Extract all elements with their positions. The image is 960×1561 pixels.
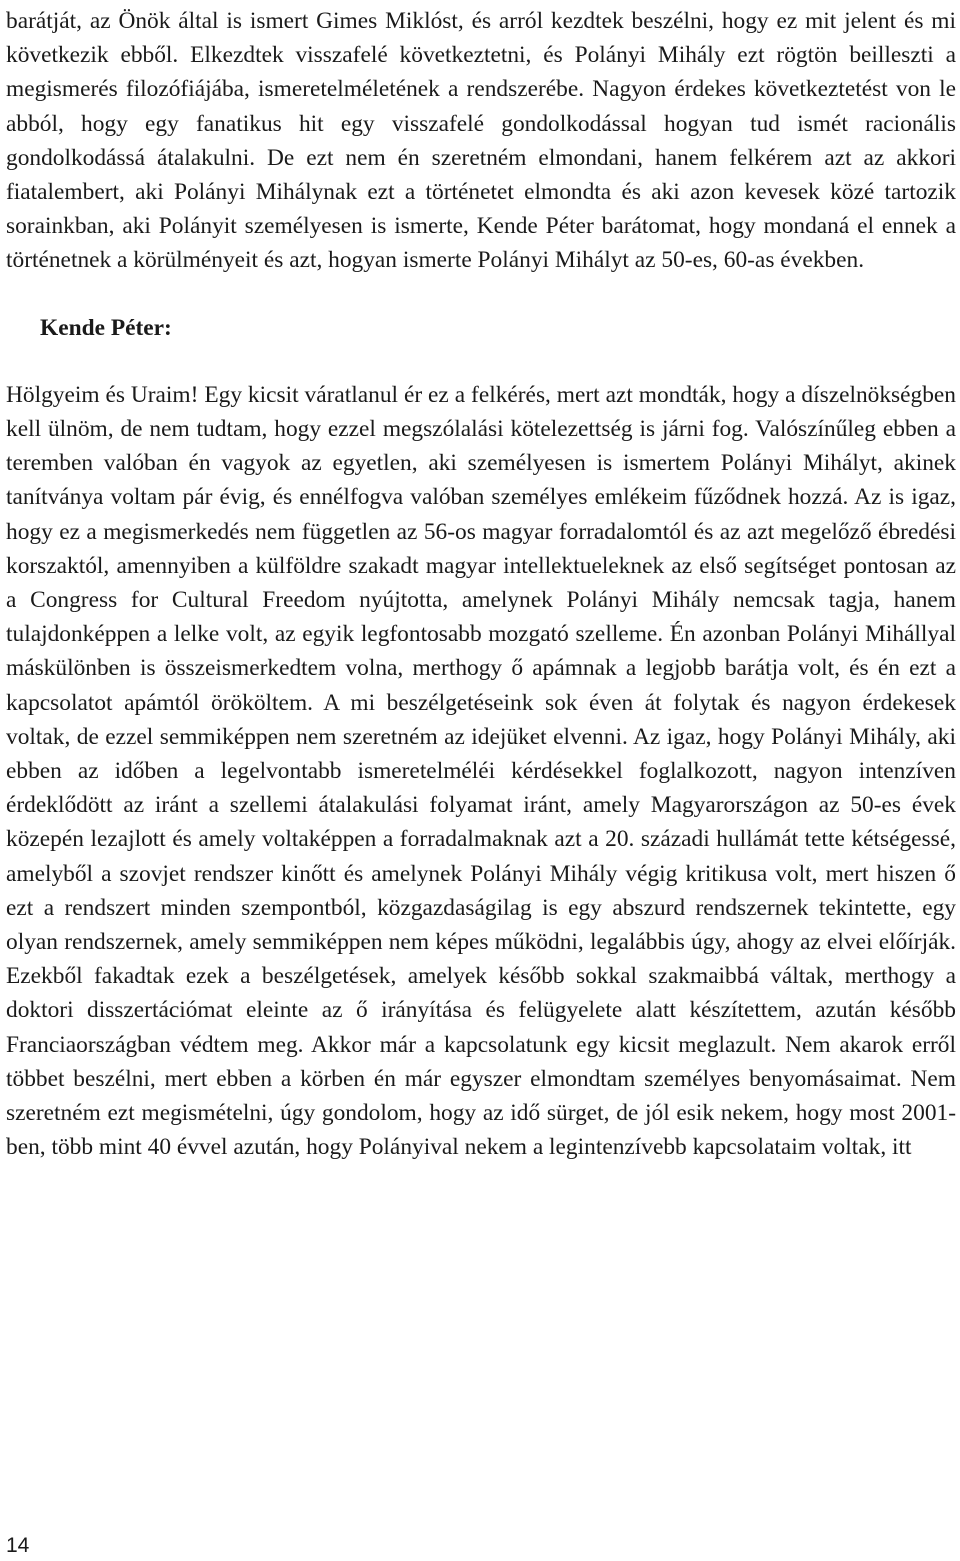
speaker-heading: Kende Péter:	[40, 314, 172, 341]
speech-paragraph: Hölgyeim és Uraim! Egy kicsit váratlanul ér ez a felkérés, mert azt mondták, hogy a díszelnökségben kell ülnöm, de nem tudtam, hogy ezzel megszólalási kötelezettség is járni fog. Valószínűleg ebben a teremben valóban én vagyok az egyetlen, aki személyesen is ismertem Polányi Mihályt, akinek tanítványa voltam pár évig, és ennélfogva valóban személyes emlékeim fűződnek hozzá. Az is igaz, hogy ez a megismerkedés nem független az 56-os magyar forradalomtól és az azt megelőző ébredési korszaktól, amennyiben a külföldre szakadt magyar intellektueleknek az első segítséget pontosan az a Congress for Cultural Freedom nyújtotta, amelynek Polányi Mihály nemcsak tagja, hanem tulajdonképpen a lelke volt, az egyik legfontosabb mozgató szelleme. Én azonban Polányi Mihállyal máskülönben is összeismerkedtem volna, merthogy ő apámnak a legjobb barátja volt, és én ezt a kapcsolatot apámtól örököltem. A mi beszélgetéseink sok éven át folytak és nagyon érdekesek voltak, de ezzel semmiképpen nem szeretném az idejüket elvenni. Az igaz, hogy Polányi Mihály, aki ebben az időben a legelvontabb ismeretelméléi kérdésekkel foglalkozott, nagyon intenzíven érdeklődött az iránt a szellemi átalakulási folyamat iránt, amely Magyarországon az 50-es évek közepén lezajlott és amely voltaképpen a forradalmaknak azt a 20. századi hullámát tette kétségessé, amelyből a szovjet rendszer kinőtt és amelynek Polányi Mihály végig kritikusa volt, mert hiszen ő ezt a rendszert minden szempontból, közgazdaságilag is egy abszurd rendszernek tekintette, egy olyan rendszernek, amely semmiképpen nem képes működni, legalábbis úgy, ahogy az elvei előírják. Ezekből fakadtak ezek a beszélgetések, amelyek később sokkal szakmaibbá váltak, merthogy a doktori disszertációmat eleinte az ő irányítása és felügyelete alatt készítettem, azután később Franciaországban védtem meg. Akkor már a kapcsolatunk egy kicsit meglazult. Nem akarok erről többet beszélni, mert ebben a körben én már egyszer elmondtam személyes benyomásaimat. Nem szeretném ezt megismételni, úgy gondolom, hogy az idő sürget, de jól esik nekem, hogy most 2001-ben, több mint 40 évvel azután, hogy Polányival nekem a legintenzívebb kapcsolataim voltak, itt	[6, 381, 956, 1161]
page-number: 14	[6, 1534, 30, 1557]
intro-paragraph: barátját, az Önök által is ismert Gimes Miklóst, és arról kezdtek beszélni, hogy ez mit jelent és mi következik ebből. Elkezdtek visszafelé következtetni, és Polányi Mihály ezt rögtön beilleszti a megismerés filozófiájába, ismeretelméletének a rendszerébe. Nagyon érdekes következtetést von le abból, hogy egy fanatikus hit egy visszafelé gondolkodással hogyan tud ismét racionális gondolkodássá átalakulni. De ezt nem én szeretném elmondani, hanem felkérem azt az akkori fiatalembert, aki Polányi Mihálynak ezt a történetet elmondta és aki azon kevesek közé tartozik sorainkban, aki Polányit személyesen is ismerte, Kende Péter barátomat, hogy mondaná el ennek a történetnek a körülményeit és azt, hogyan ismerte Polányi Mihályt az 50-es, 60-as években.	[6, 8, 956, 274]
document-page	[6, 4, 956, 1165]
